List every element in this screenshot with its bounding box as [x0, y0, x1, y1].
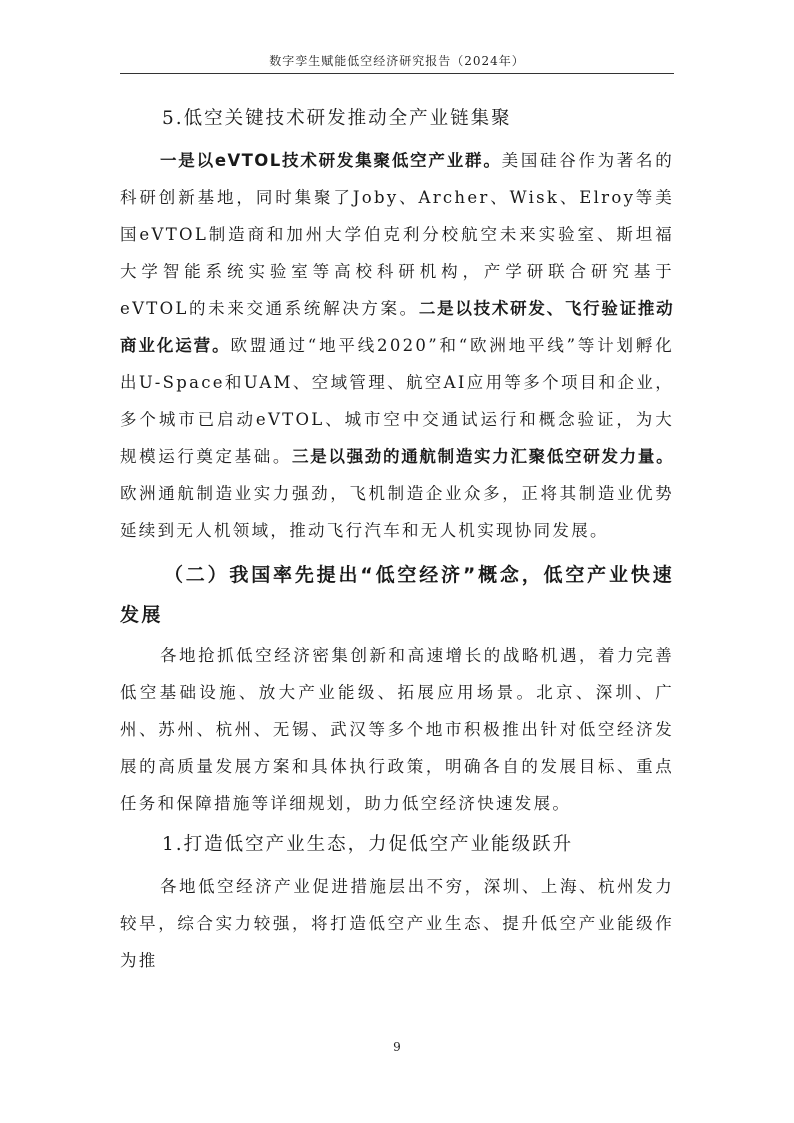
paragraph-text-1: 美国硅谷作为著名的科研创新基地，同时集聚了Joby、Archer、Wisk、Elroy等美国eVTOL制造商和加州大学伯克利分校航空未来实验室、斯坦福大学智能系统实验室等高校科研机构，产学研联合研究基于eVTOL的未来交通系统解决方案。 — [120, 151, 675, 318]
paragraph-local-measures: 各地低空经济产业促进措施层出不穷，深圳、上海、杭州发力较早，综合实力较强，将打造低空产业生态、提升低空产业能级作为推 — [120, 877, 674, 970]
emphasis-point-3: 三是以强劲的通航制造实力汇聚低空研发力量。 — [291, 447, 675, 466]
header-rule — [120, 73, 674, 74]
running-header: 数字孪生赋能低空经济研究报告（2024年） — [269, 54, 525, 68]
section-heading-2: （二）我国率先提出“低空经济”概念，低空产业快速发展 — [120, 564, 674, 626]
subsection-heading-5: 5.低空关键技术研发推动全产业链集聚 — [162, 108, 512, 129]
subsection-heading-1: 1.打造低空产业生态，力促低空产业能级跃升 — [162, 834, 574, 855]
emphasis-point-2: 二是以技术研发、飞行验证推动商业化运营。 — [120, 299, 674, 355]
paragraph-overseas-clusters — [120, 142, 674, 549]
paragraph-text-3: 欧洲通航制造业实力强劲，飞机制造企业众多，正将其制造业优势延续到无人机领域，推动飞行汽车和无人机实现协同发展。 — [120, 484, 674, 540]
paragraph-domestic-policies: 各地抢抓低空经济密集创新和高速增长的战略机遇，着力完善低空基础设施、放大产业能级、拓展应用场景。北京、深圳、广州、苏州、杭州、无锡、武汉等多个地市积极推出针对低空经济发展的高质量发展方案和具体执行政策，明确各自的发展目标、重点任务和保障措施等详细规划，助力低空经济快速发展。 — [120, 646, 674, 813]
page-number: 9 — [393, 1040, 401, 1054]
paragraph-text-2: 欧盟通过“地平线2020”和“欧洲地平线”等计划孵化出U-Space和UAM、空域管理、航空AI应用等多个项目和企业，多个城市已启动eVTOL、城市空中交通试运行和概念验证，为大规模运行奠定基础。 — [120, 336, 674, 466]
page-body — [120, 96, 674, 979]
emphasis-point-1: 一是以eVTOL技术研发集聚低空产业群。 — [160, 151, 502, 170]
